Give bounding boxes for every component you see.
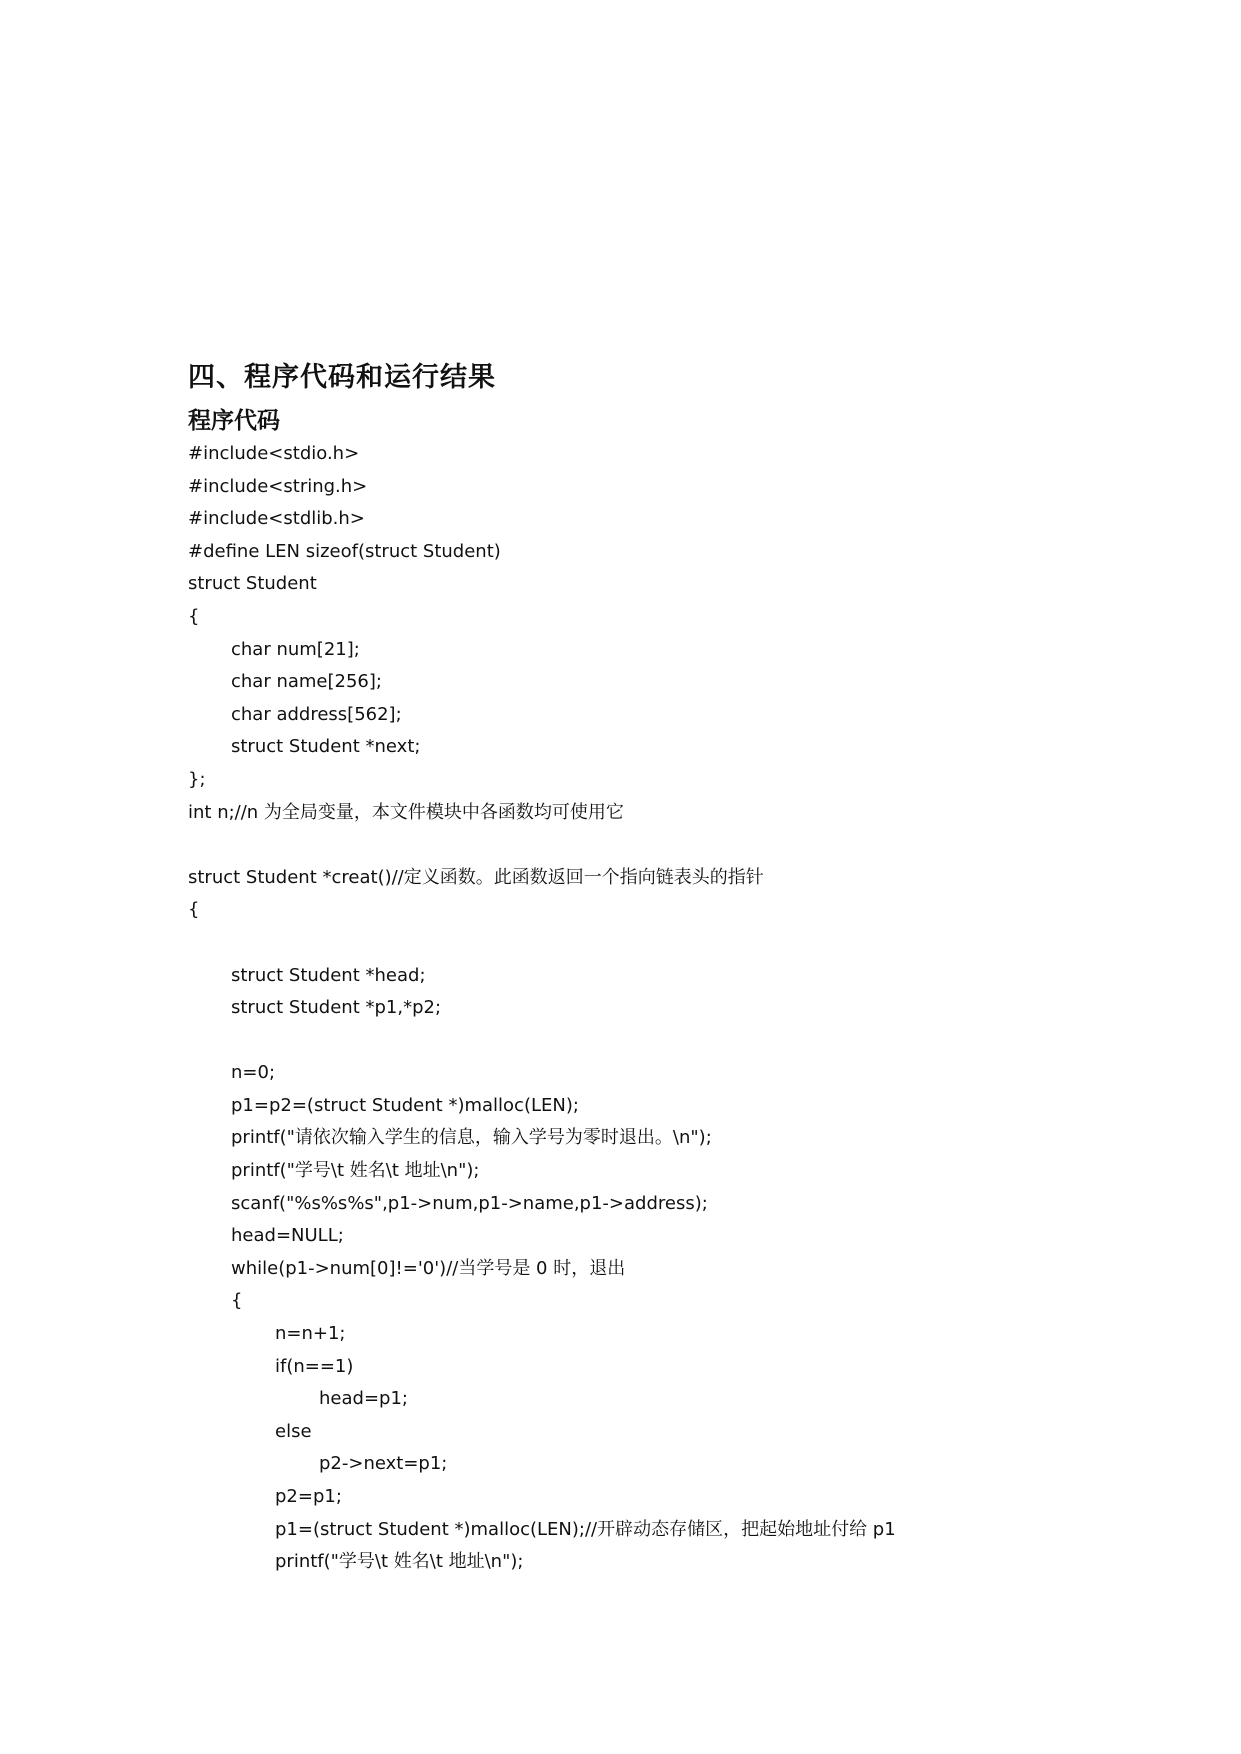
code-block (188, 438, 1188, 1579)
code-line: struct Student *next; (231, 736, 421, 758)
code-line: printf("学号\t 姓名\t 地址\n"); (231, 1160, 480, 1182)
code-line: { (188, 605, 200, 627)
code-line: struct Student *head; (231, 964, 426, 986)
code-line: printf("学号\t 姓名\t 地址\n"); (275, 1551, 524, 1573)
code-line: int n;//n 为全局变量，本文件模块中各函数均可使用它 (188, 801, 624, 823)
code-line: head=p1; (319, 1388, 408, 1410)
document-content (188, 358, 1188, 1579)
code-line: char num[21]; (231, 638, 360, 660)
code-line: else (275, 1420, 312, 1442)
code-line: p1=p2=(struct Student *)malloc(LEN); (231, 1094, 579, 1116)
code-line (188, 829, 1188, 862)
code-line: scanf("%s%s%s",p1->num,p1->name,p1->address); (231, 1192, 708, 1214)
code-line: struct Student *p1,*p2; (231, 997, 442, 1019)
code-line (188, 1025, 1188, 1058)
code-line: }; (188, 768, 206, 790)
code-line: p1=(struct Student *)malloc(LEN);//开辟动态存储区，把起始地址付给 p1 (275, 1518, 896, 1540)
code-line: { (231, 1290, 243, 1312)
code-line: p2->next=p1; (319, 1453, 448, 1475)
code-line: while(p1->num[0]!='0')//当学号是 0 时，退出 (231, 1257, 626, 1279)
code-line: #include<stdio.h> (188, 443, 360, 464)
section-title: 四、程序代码和运行结果 (188, 362, 496, 393)
code-line: #include<string.h> (188, 475, 368, 497)
code-line: char name[256]; (231, 671, 382, 693)
subsection-title: 程序代码 (188, 408, 280, 434)
code-line (188, 927, 1188, 960)
code-line: if(n==1) (275, 1355, 354, 1377)
code-line: n=0; (231, 1062, 276, 1084)
code-line: printf("请依次输入学生的信息，输入学号为零时退出。\n"); (231, 1127, 712, 1149)
code-line: struct Student *creat()//定义函数。此函数返回一个指向链表头的指针 (188, 866, 764, 888)
code-line: #define LEN sizeof(struct Student) (188, 540, 501, 562)
code-line: struct Student (188, 573, 317, 595)
code-line: n=n+1; (275, 1323, 346, 1345)
code-line: { (188, 899, 200, 921)
code-line: p2=p1; (275, 1486, 342, 1507)
code-line: #include<stdlib.h> (188, 508, 365, 530)
code-line: char address[562]; (231, 703, 402, 725)
code-line: head=NULL; (231, 1225, 344, 1247)
